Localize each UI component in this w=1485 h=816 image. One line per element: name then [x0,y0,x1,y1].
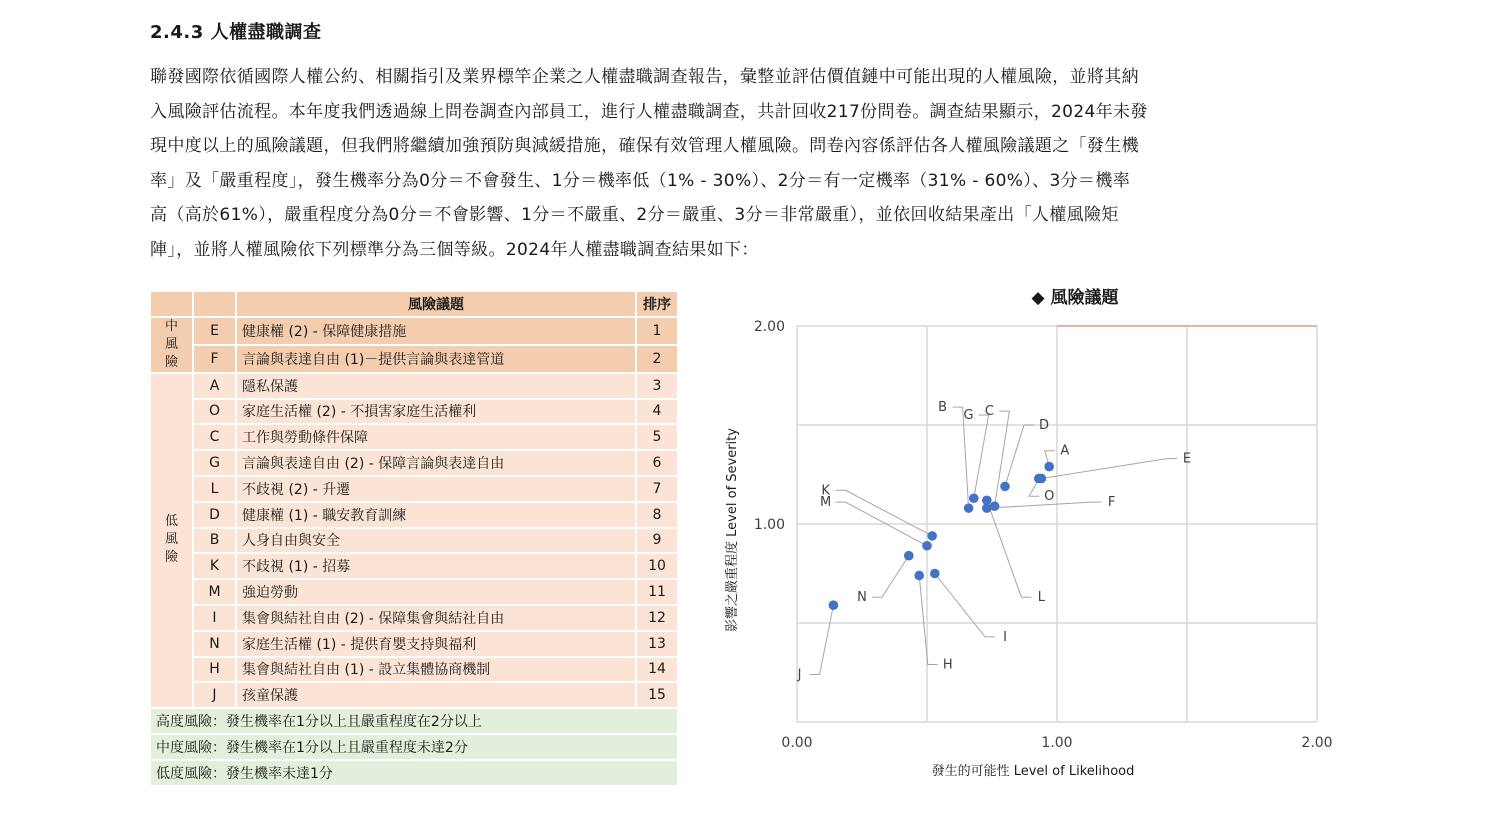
risk-issue: 家庭生活權 (2) - 不損害家庭生活權利 [236,399,636,425]
group-low-risk: 低風險 [150,373,193,708]
point-label: O [1044,489,1055,505]
risk-issue: 工作與勞動條件保障 [236,424,636,450]
risk-issue: 不歧視 (1) - 招募 [236,553,636,579]
leader-line [872,556,909,598]
table-row [150,579,678,605]
risk-code: A [193,373,236,399]
table-row [150,476,678,502]
x-tick-label: 1.00 [1041,735,1073,751]
paragraph-line: 陣」，並將人權風險依下列標準分為三個等級。2024年人權盡職調查結果如下： [150,239,759,260]
leader-line [919,575,938,664]
x-axis-label: 發生的可能性 Level of Likelihood [931,764,1135,779]
risk-code: J [193,682,236,708]
data-point [927,531,937,541]
table-row [150,373,678,399]
section-title: 2.4.3 人權盡職調查 [150,22,322,43]
risk-code: M [193,579,236,605]
point-label: H [942,657,953,673]
table-header-row [150,291,678,317]
leader-line [836,490,933,536]
point-label: G [963,408,974,424]
legend-row [150,760,678,786]
risk-issue: 集會與結社自由 (1) - 設立集體協商機制 [236,657,636,683]
table-row [150,399,678,425]
table-row [150,605,678,631]
point-label: E [1182,451,1192,467]
risk-rank: 7 [636,476,678,502]
risk-rank: 13 [636,631,678,657]
risk-code: N [193,631,236,657]
legend-text: 低度風險：發生機率未達1分 [150,760,678,786]
table-row [150,450,678,476]
risk-rank: 10 [636,553,678,579]
x-tick-label: 2.00 [1301,735,1333,751]
risk-issue: 言論與表達自由 (1)－提供言論與表達管道 [236,345,636,373]
data-point [914,571,924,581]
data-point [922,541,932,551]
point-label: A [1060,443,1070,459]
group-mid-risk: 中風險 [150,317,193,373]
risk-code: F [193,345,236,373]
header-blank [150,291,193,317]
risk-rank: 15 [636,682,678,708]
data-point [930,569,940,579]
table-row [150,502,678,528]
risk-code: G [193,450,236,476]
risk-table [149,290,679,787]
risk-code: C [193,424,236,450]
chart-title: ◆ 風險議題 [1031,288,1119,308]
paragraph-line: 入風險評估流程。本年度我們透過線上問卷調查內部員工，進行人權盡職調查，共計回收217份問卷。調查結果顯示，2024年未發 [150,101,1148,122]
data-point [829,600,839,610]
legend-text: 高度風險：發生機率在1分以上且嚴重程度在2分以上 [150,708,678,734]
table-row [150,631,678,657]
leader-line [1041,459,1177,479]
data-point [1000,482,1010,492]
point-label: L [1037,590,1046,606]
risk-issue: 孩童保護 [236,682,636,708]
y-tick-label: 1.00 [753,517,785,533]
leader-line [987,500,1032,597]
y-axis-label: 影響之嚴重程度 Level of Severity [725,428,740,632]
risk-rank: 8 [636,502,678,528]
paragraph-line: 高（高於61%），嚴重程度分為0分＝不會影響、1分＝不嚴重、2分＝嚴重、3分＝非常嚴重），並依回收結果產出「人權風險矩 [150,205,1119,225]
point-label: D [1038,417,1050,433]
intro-paragraph [150,60,1335,267]
risk-issue: 健康權 (1) - 職安教育訓練 [236,502,636,528]
risk-code: I [193,605,236,631]
risk-rank: 9 [636,528,678,554]
risk-rank: 2 [636,345,678,373]
data-point [969,493,979,503]
risk-rank: 11 [636,579,678,605]
risk-code: L [193,476,236,502]
data-point [982,495,992,505]
risk-code: O [193,399,236,425]
point-label: F [1107,495,1116,511]
header-rank: 排序 [636,291,678,317]
leader-line [974,415,989,498]
point-label: J [797,667,802,683]
risk-rank: 4 [636,399,678,425]
risk-rank: 14 [636,657,678,683]
risk-code: K [193,553,236,579]
risk-issue: 人身自由與安全 [236,528,636,554]
leader-line [935,574,995,637]
table-row [150,528,678,554]
risk-issue: 隱私保護 [236,373,636,399]
table-row [150,657,678,683]
legend-text: 中度風險：發生機率在1分以上且嚴重程度未達2分 [150,734,678,760]
risk-code: E [193,317,236,345]
point-label: K [821,483,830,499]
risk-issue: 家庭生活權 (1) - 提供育嬰支持與福利 [236,631,636,657]
data-point [904,551,914,561]
legend-row [150,708,678,734]
risk-matrix-chart [700,280,1350,790]
risk-code: H [193,657,236,683]
risk-issue: 言論與表達自由 (2) - 保障言論與表達自由 [236,450,636,476]
legend-row [150,734,678,760]
risk-rank: 6 [636,450,678,476]
risk-rank: 5 [636,424,678,450]
point-label: B [938,400,948,416]
leader-line [810,605,834,674]
table-row [150,424,678,450]
risk-issue: 不歧視 (2) - 升遷 [236,476,636,502]
data-point [1034,474,1044,484]
point-label: N [857,590,867,606]
paragraph-line: 率」及「嚴重程度」，發生機率分為0分＝不會發生、1分＝機率低（1% - 30%）、2分＝有一定機率（31% - 60%）、3分＝機率 [150,170,1131,191]
y-tick-label: 2.00 [753,319,785,335]
risk-code: B [193,528,236,554]
table-row [150,345,678,373]
risk-issue: 強迫勞動 [236,579,636,605]
table-row [150,553,678,579]
paragraph-line: 現中度以上的風險議題，但我們將繼續加強預防與減緩措施，確保有效管理人權風險。問卷內容係評估各人權風險議題之「發生機 [150,136,1139,156]
x-tick-label: 0.00 [781,735,813,751]
risk-rank: 3 [636,373,678,399]
leader-line [1005,425,1034,486]
risk-rank: 1 [636,317,678,345]
paragraph-line: 聯發國際依循國際人權公約、相關指引及業界標竿企業之人權盡職調查報告，彙整並評估價值鏈中可能出現的人權風險，並將其納 [150,67,1139,87]
header-blank [193,291,236,317]
table-row [150,682,678,708]
data-point [964,503,974,513]
risk-code: D [193,502,236,528]
header-issue: 風險議題 [236,291,636,317]
risk-issue: 集會與結社自由 (2) - 保障集會與結社自由 [236,605,636,631]
table-row [150,317,678,345]
point-label: I [1003,629,1007,645]
risk-rank: 12 [636,605,678,631]
point-label: M [819,495,832,511]
data-point [1044,462,1054,472]
risk-issue: 健康權 (2) - 保障健康措施 [236,317,636,345]
point-label: C [984,404,994,420]
